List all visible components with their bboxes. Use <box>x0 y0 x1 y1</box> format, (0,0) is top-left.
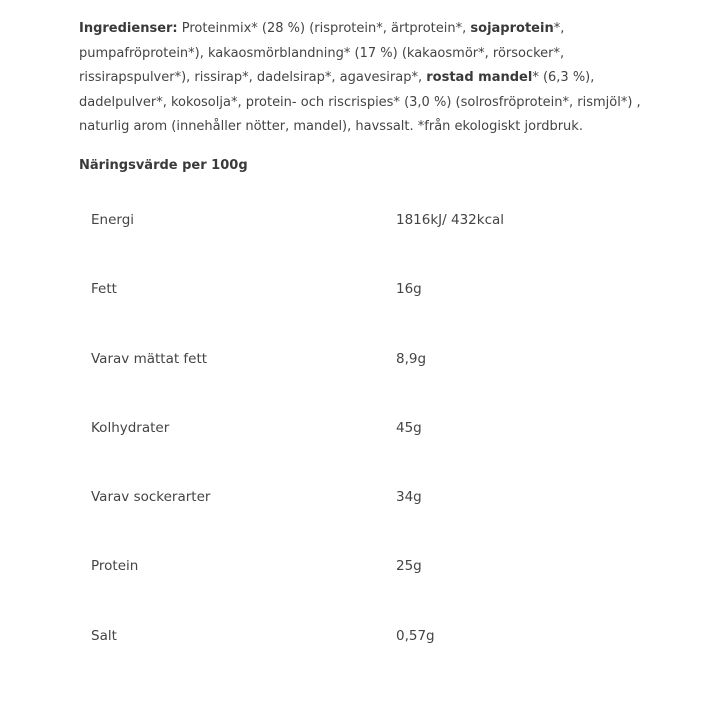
nutrition-row-energy <box>79 188 639 257</box>
nutrition-value: 34g <box>396 489 422 506</box>
nutrition-label: Fett <box>91 281 117 298</box>
nutrition-label: Salt <box>91 627 117 644</box>
nutrition-value: 45g <box>396 419 422 436</box>
nutrition-heading: Näringsvärde per 100g <box>79 158 248 173</box>
nutrition-value: 1816kJ/ 432kcal <box>396 212 505 228</box>
ingredients-text: Proteinmix* (28 %) (risprotein*, ärtprotein*, <box>177 21 471 36</box>
nutrition-value: 25g <box>396 558 422 575</box>
nutrition-row-fat <box>79 257 639 326</box>
nutrition-row-salt <box>79 604 639 673</box>
nutrition-table <box>79 188 639 673</box>
ingredients-allergen: sojaprotein <box>470 21 554 36</box>
nutrition-value: 16g <box>396 281 422 298</box>
nutrition-label: Varav sockerarter <box>91 489 211 506</box>
nutrition-label: Kolhydrater <box>91 419 170 436</box>
nutrition-row-saturated-fat <box>79 327 639 396</box>
nutrition-label: Varav mättat fett <box>91 350 208 367</box>
nutrition-row-protein <box>79 534 639 603</box>
nutrition-row-sugars <box>79 465 639 534</box>
ingredients-allergen: rostad mandel <box>426 70 533 85</box>
ingredients-text: *, pumpafröprotein*), kakaosmörblandning* (17 %) (kakaosmör*, rörsocker*, rissirapspulver*), rissirap*, dadelsirap*, agavesirap*, <box>79 21 565 85</box>
nutrition-value: 8,9g <box>396 350 427 367</box>
ingredients-label: Ingredienser: <box>79 21 178 36</box>
ingredients-paragraph <box>79 17 679 140</box>
ingredients-text: * (6,3 %), dadelpulver*, kokosolja*, protein- och riscrispies* (3,0 %) (solrosfröprotein*, rismjöl*) , naturlig arom (innehåller nötter, mandel), havssalt. *från ekologiskt jordbruk. <box>79 70 641 134</box>
nutrition-row-carbohydrates <box>79 396 639 465</box>
nutrition-value: 0,57g <box>396 627 435 644</box>
nutrition-label: Protein <box>91 558 139 575</box>
nutrition-label: Energi <box>91 212 135 228</box>
